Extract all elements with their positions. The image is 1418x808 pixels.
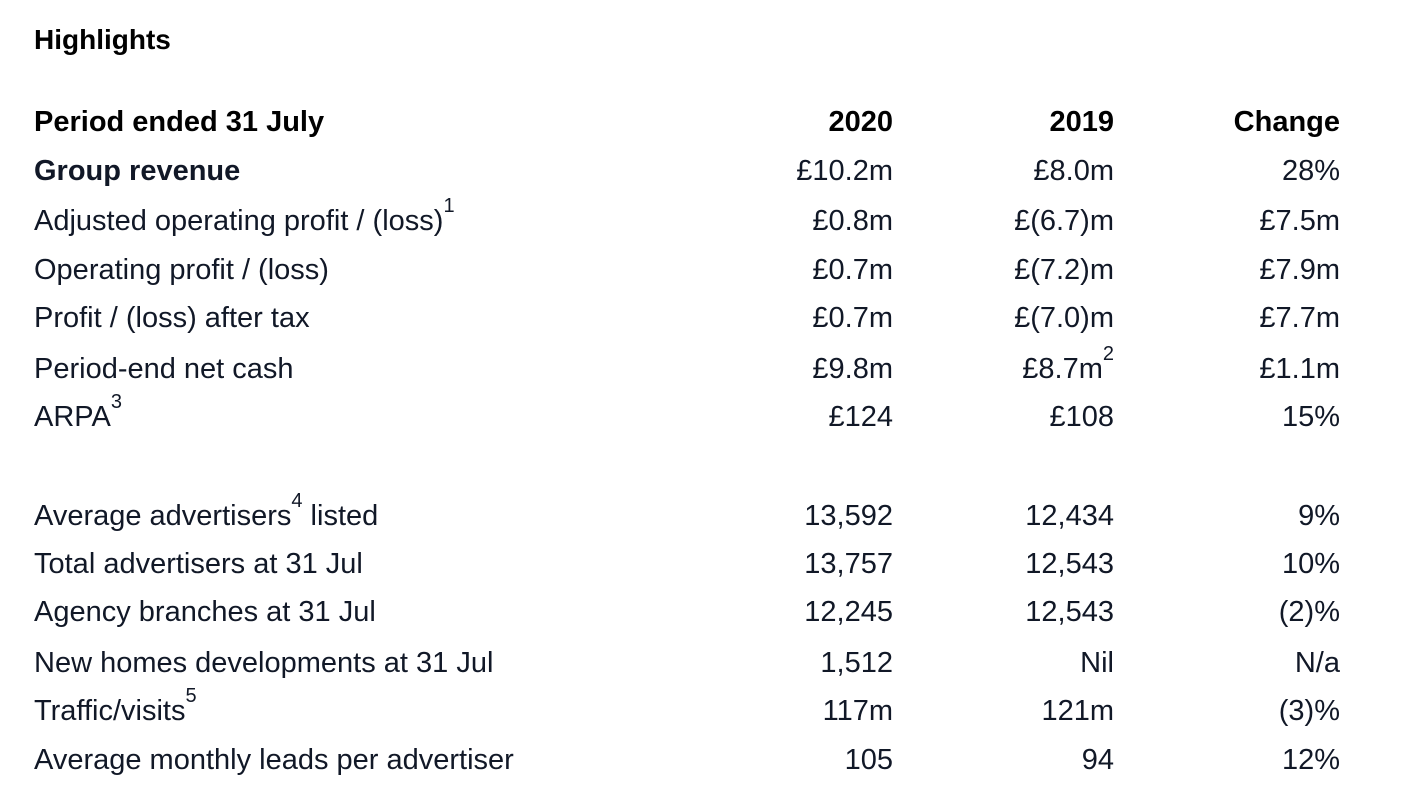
row-value-2019: 12,543 <box>1025 596 1114 628</box>
row-label: Period-end net cash <box>34 353 294 385</box>
row-value-2020: £10.2m <box>796 155 893 187</box>
row-value-2019: £(6.7)m <box>1014 205 1114 237</box>
row-value-2020: 13,592 <box>804 500 893 532</box>
row-value-2020: 105 <box>844 744 893 776</box>
row-value-2019-text: £8.7m <box>1022 353 1103 385</box>
row-value-2020: £0.8m <box>812 205 893 237</box>
row-value-change: (3)% <box>1278 695 1340 727</box>
row-label <box>34 685 197 731</box>
row-value-2020: £0.7m <box>812 254 893 286</box>
row-label: New homes developments at 31 Jul <box>34 647 494 679</box>
row-label: Agency branches at 31 Jul <box>34 596 376 628</box>
row-value-2019 <box>1022 343 1114 389</box>
row-label: Average monthly leads per advertiser <box>34 744 514 776</box>
row-value-change: 15% <box>1281 401 1340 433</box>
row-value-2020: 13,757 <box>804 548 893 580</box>
row-value-2020: £124 <box>828 401 893 433</box>
row-label <box>34 391 122 437</box>
row-value-2020: 117m <box>822 695 893 727</box>
table-row <box>0 643 1418 683</box>
row-value-2019: £(7.2)m <box>1014 254 1114 286</box>
row-label <box>34 195 455 241</box>
row-value-change: £1.1m <box>1259 353 1340 385</box>
table-row <box>0 151 1418 191</box>
header-2019: 2019 <box>1049 106 1114 138</box>
row-label: Profit / (loss) after tax <box>34 302 310 334</box>
row-label: Total advertisers at 31 Jul <box>34 548 363 580</box>
row-value-2020: £9.8m <box>812 353 893 385</box>
row-label <box>34 490 379 536</box>
footnote-marker: 5 <box>185 685 197 707</box>
row-label-text: Average advertisers <box>34 500 292 532</box>
row-label-suffix: listed <box>302 500 379 532</box>
table-row <box>0 740 1418 780</box>
row-value-2020: 1,512 <box>820 647 893 679</box>
row-label-text: Traffic/visits <box>34 695 186 727</box>
table-row <box>0 195 1418 241</box>
table-row <box>0 544 1418 584</box>
row-value-2019: £(7.0)m <box>1014 302 1114 334</box>
row-value-change: N/a <box>1294 647 1340 679</box>
header-period: Period ended 31 July <box>34 106 325 138</box>
row-label-text: ARPA <box>34 401 111 433</box>
row-value-2020: 12,245 <box>804 596 893 628</box>
table-row <box>0 250 1418 290</box>
row-label-group-revenue: Group revenue <box>34 155 241 187</box>
row-value-2019: £8.0m <box>1033 155 1114 187</box>
row-value-2019: Nil <box>1080 647 1114 679</box>
row-value-2019: 12,543 <box>1025 548 1114 580</box>
footnote-marker: 3 <box>110 391 122 413</box>
header-2020: 2020 <box>828 106 893 138</box>
row-label-text: Adjusted operating profit / (loss) <box>34 205 444 237</box>
row-value-2019: 121m <box>1041 695 1114 727</box>
row-value-change: 28% <box>1281 155 1340 187</box>
row-value-2019: £108 <box>1049 401 1114 433</box>
row-value-change: (2)% <box>1278 596 1340 628</box>
row-value-change: 9% <box>1298 500 1340 532</box>
row-value-2019: 12,434 <box>1025 500 1114 532</box>
table-row <box>0 391 1418 437</box>
table-row <box>0 490 1418 536</box>
footnote-marker: 1 <box>443 195 455 217</box>
footnote-marker: 4 <box>291 490 303 512</box>
row-label: Operating profit / (loss) <box>34 254 329 286</box>
header-change: Change <box>1233 106 1340 138</box>
row-value-2019: 94 <box>1081 744 1114 776</box>
row-value-change: £7.9m <box>1259 254 1340 286</box>
row-value-2020: £0.7m <box>812 302 893 334</box>
row-value-change: 12% <box>1281 744 1340 776</box>
table-row <box>0 685 1418 731</box>
row-value-change: £7.7m <box>1259 302 1340 334</box>
footnote-marker: 2 <box>1102 343 1114 365</box>
table-row <box>0 298 1418 338</box>
row-value-change: 10% <box>1281 548 1340 580</box>
table-header-row <box>0 102 1418 142</box>
table-row <box>0 343 1418 389</box>
table-row <box>0 592 1418 632</box>
row-value-change: £7.5m <box>1259 205 1340 237</box>
page-title: Highlights <box>34 24 171 55</box>
